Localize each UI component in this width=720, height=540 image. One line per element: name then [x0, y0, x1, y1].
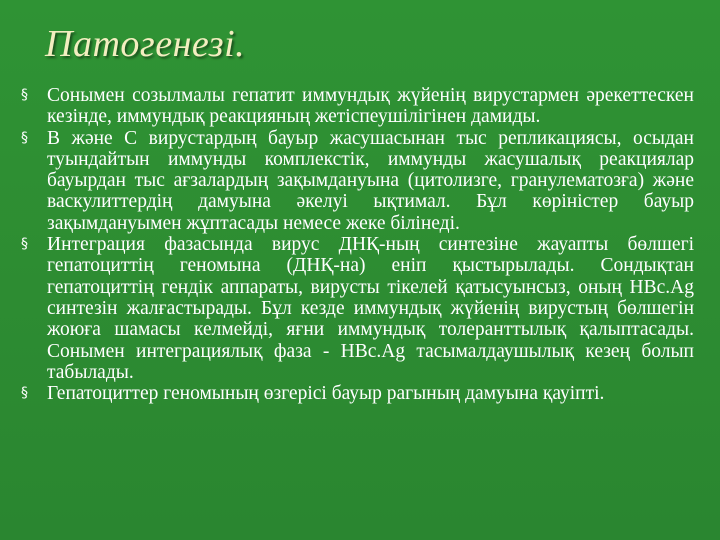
- bullet-marker-icon: §: [21, 87, 28, 103]
- bullet-text: Интеграция фазасында вирус ДНҚ-ның синтезіне жауапты бөлшегі гепатоциттің геномына (ДНҚ-на) еніп қыстырылады. Сондықтан гепатоциттің гендік аппараты, вирусты тікелей қатысуынсыз, оның НВс.Аg синтезін жалғастырады. Бұл кезде иммундық жүйенің вирустың бөлшегін жоюға шамасы келмейді, яғни иммундық толеранттылық қалыптасады. Сонымен интеграциялық фаза - НВс.Аg тасымалдаушылық кезең болып табылады.: [47, 234, 694, 383]
- bullet-text: В және С вирустардың бауыр жасушасынан тыс репликациясы, осыдан туындайтын иммунды комплекстік, иммунды жасушалық реакциялар бауырдан тыс ағзалардың зақымдануына (цитолизге, гранулематозға) және васкулиттердің дамуына әкелуі ықтимал. Бұл көріністер бауыр зақымдануымен жұптасады немесе жеке білінеді.: [47, 127, 694, 234]
- bullet-item: [0, 85, 720, 128]
- slide-title: Патогенезі.: [45, 23, 246, 65]
- bullet-text: Гепатоциттер геномының өзгерісі бауыр рагының дамуына қауіпті.: [47, 383, 605, 405]
- bullet-item: [0, 383, 720, 404]
- bullet-marker-icon: §: [21, 236, 28, 253]
- bullet-list: [0, 85, 720, 404]
- bullet-item: [0, 234, 720, 383]
- bullet-text: Сонымен созылмалы гепатит иммундық жүйенің вирустармен әрекеттескен кезінде, иммундық реакцияның жетіспеушілігінен дамиды.: [47, 85, 694, 128]
- bullet-marker-icon: §: [21, 129, 28, 146]
- bullet-marker-icon: §: [21, 385, 28, 402]
- bullet-item: [0, 128, 720, 234]
